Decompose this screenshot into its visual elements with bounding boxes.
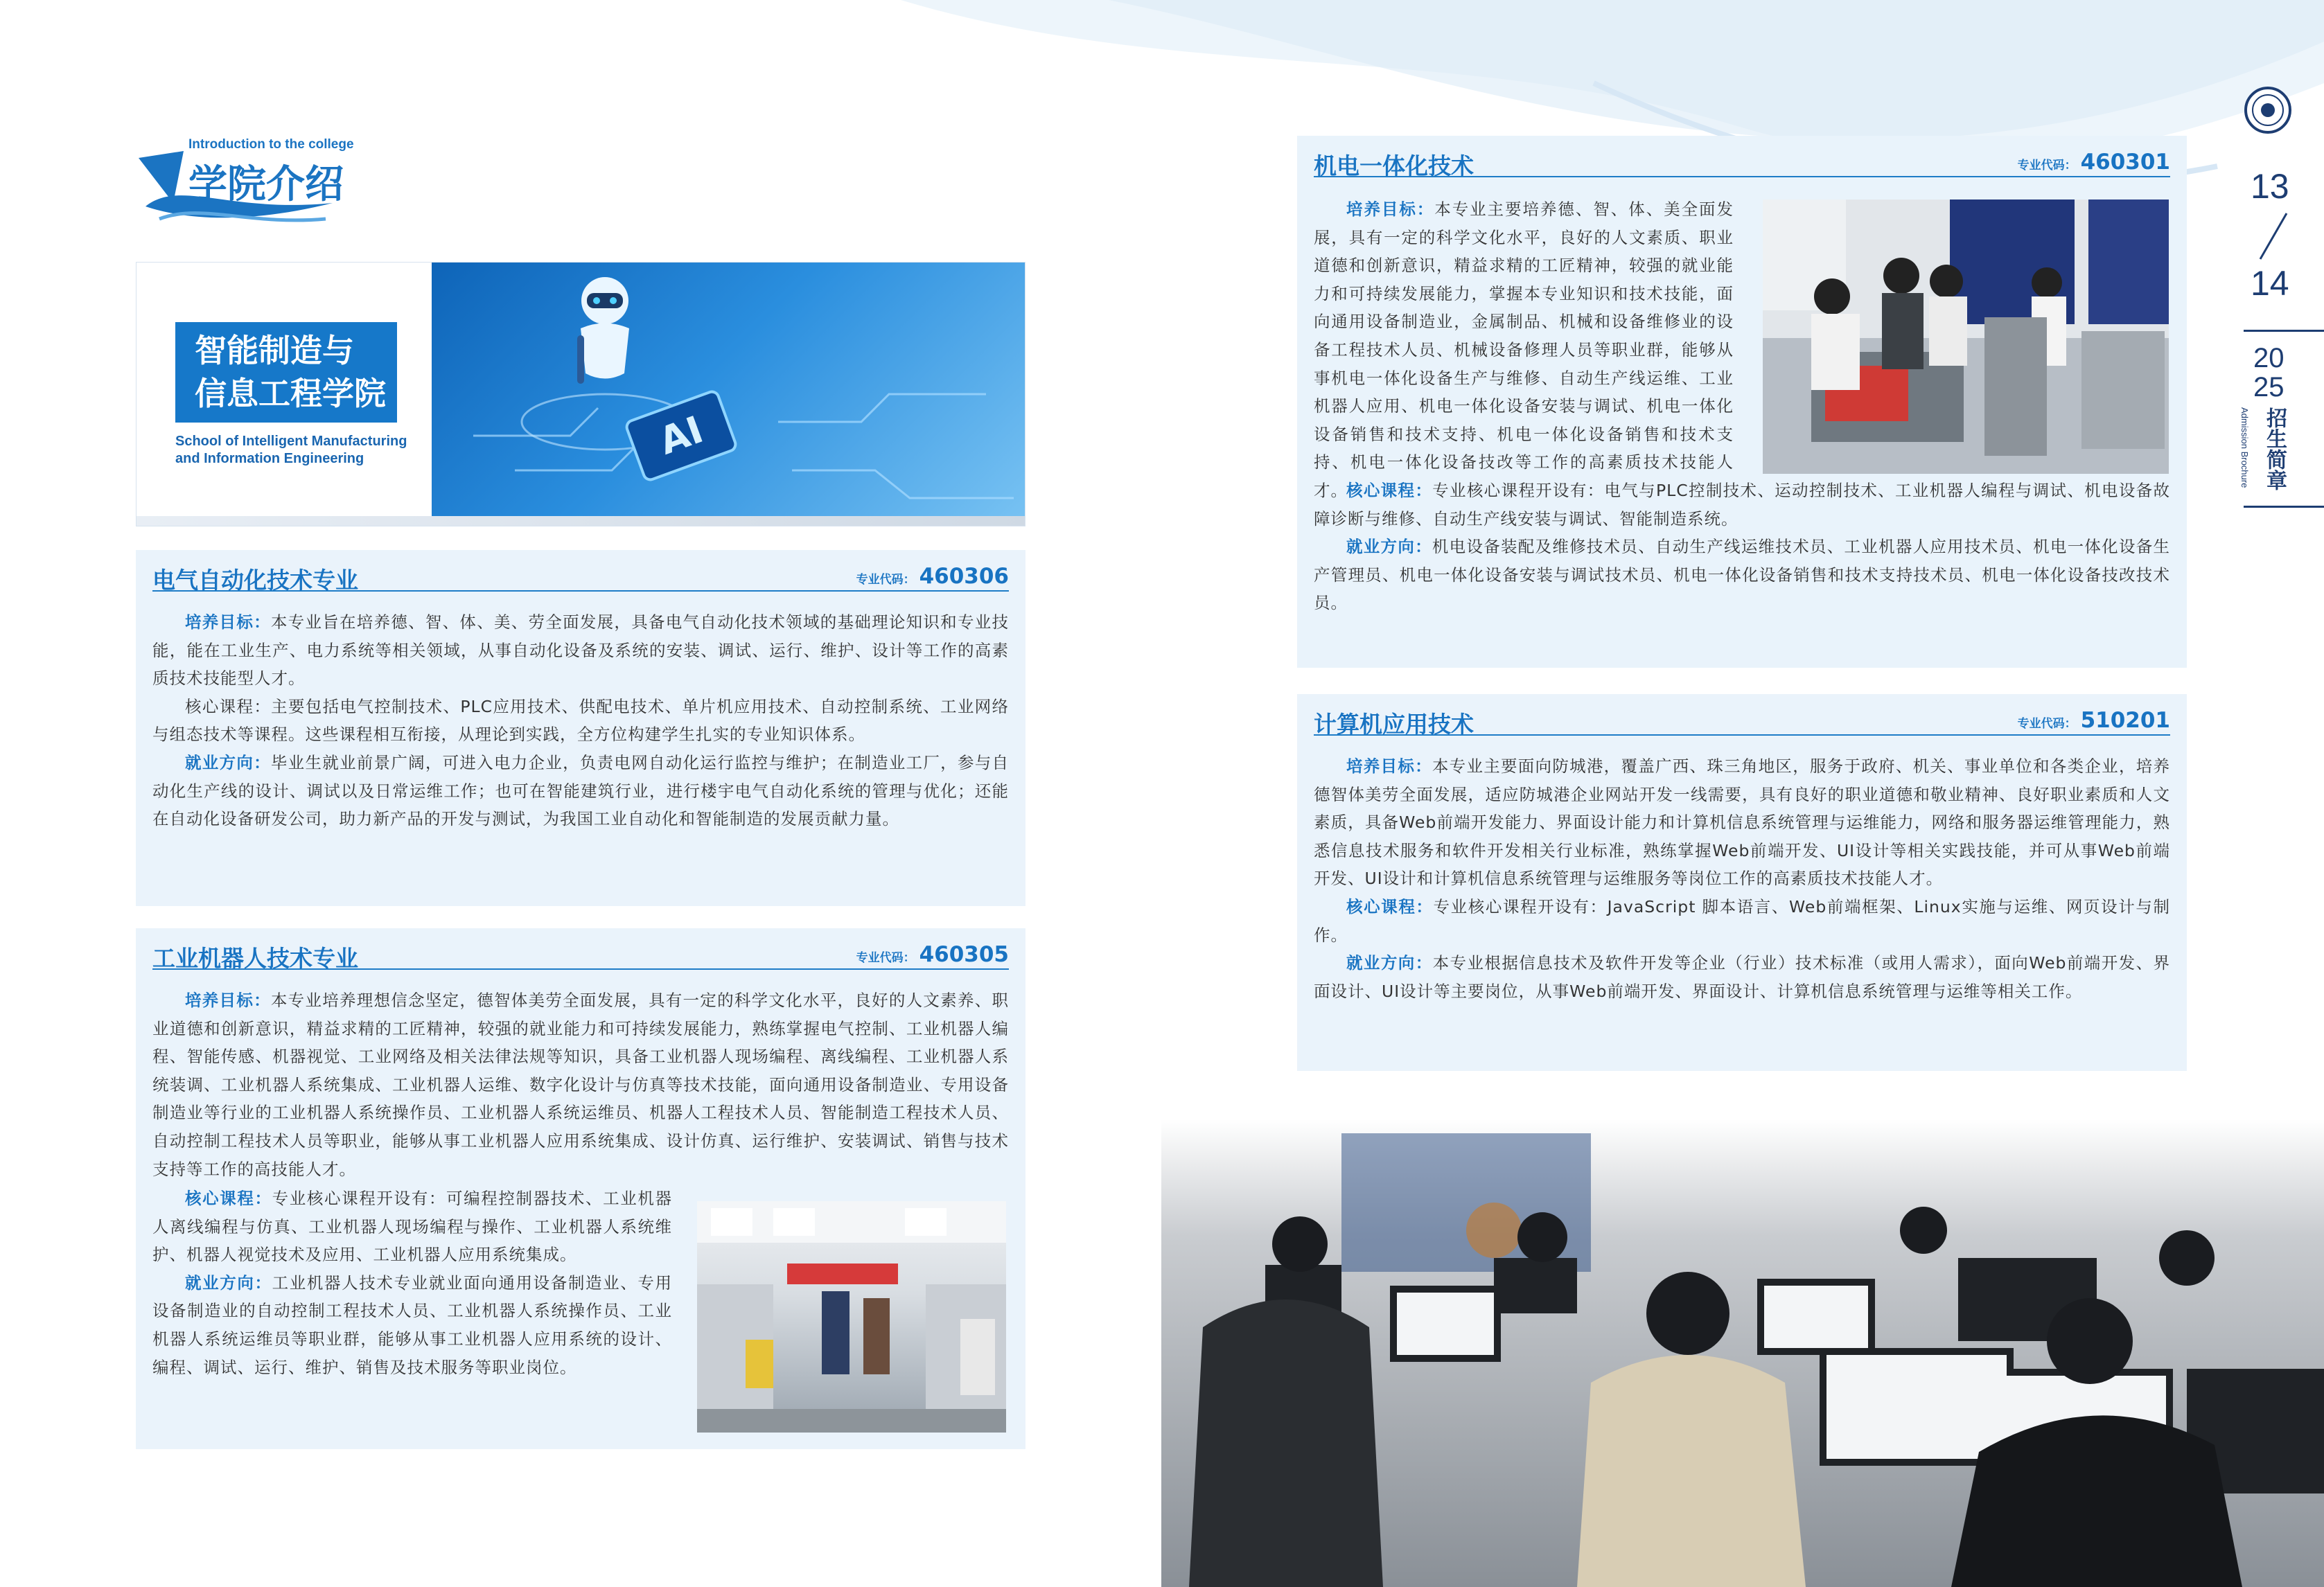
- header-english: Introduction to the college: [188, 137, 354, 152]
- major-code: 专业代码： 460306: [856, 564, 1009, 589]
- page-number-top: 13: [2251, 167, 2289, 206]
- major-goal: 培养目标：本专业培养理想信念坚定，德智体美劳全面发展，具有一定的科学文化水平，良好的人文素养、职业道德和创新意识，精益求精的工匠精神，较强的就业能力和可持续发展能力，熟练掌握电气控制、工业机器人编程、智能传感、机器视觉、工业网络及相关法律法规等知识，具备工业机器人现场编程、离线编程、工业机器人系统装调、工业机器人系统集成、工业机器人运维、数字化设计与仿真等技术技能，面向通用设备制造业、专用设备制造业等行业的工业机器人系统操作员、工业机器人系统运维员、机器人工程技术人员、智能制造工程技术人员、自动控制工程技术人员等职业，能够从事工业机器人应用系统集成、设计仿真、运行维护、安装调试、销售与技术支持等工作的高技能人才。: [152, 991, 1010, 1179]
- college-name-box: [175, 322, 397, 423]
- school-emblem-icon: [2244, 86, 2292, 134]
- brochure-label: 招生简章: [2262, 407, 2287, 490]
- computer-lab-photo: [1161, 1119, 2324, 1587]
- college-english-line2: and Information Engineering: [175, 451, 364, 466]
- major-code: 专业代码： 460301: [2017, 150, 2170, 175]
- major-mechatronics: [1297, 136, 2187, 668]
- major-code: 专业代码： 460305: [856, 942, 1009, 967]
- major-title: 电气自动化技术专业: [152, 567, 358, 594]
- major-electrical-automation: [136, 550, 1025, 906]
- mechatronics-lab-photo: [1763, 200, 2169, 474]
- ai-robot-image: [432, 263, 1025, 526]
- college-name-line1: 智能制造与: [195, 332, 354, 369]
- page-number-bottom: 14: [2251, 264, 2289, 303]
- robot-lab-photo: [697, 1201, 1006, 1433]
- brochure-english: Admission Brochure: [2239, 407, 2250, 488]
- college-banner: [136, 262, 1025, 526]
- major-industrial-robot: [136, 928, 1025, 1449]
- major-title: 工业机器人技术专业: [152, 945, 358, 972]
- page-divider: [2256, 212, 2291, 260]
- major-description: 培养目标：本专业旨在培养德、智、体、美、劳全面发展，具备电气自动化技术领域的基础理论知识和专业技能，能在工业生产、电力系统等相关领域，从事自动化设备及系统的安装、调试、运行、维护、设计等工作的高素质技术技能型人才。 核心课程：主要包括电气控制技术、PLC应用技术、供配电技术、单片机应用技术、自动控制系统、工业网络与组态技术等课程。这些课程相互衔接，从理论到实践，全方位构建学生扎实的专业知识体系。 就业方向：毕业生就业前景广阔，可进入电力企业，负责电网自动化运行监控与维护；在制造业工厂，参与自动化生产线的设计、调试以及日常运维工作；也可在智能建筑行业，进行楼宇电气自动化系统的管理与优化；还能在自动化设备研发公司，助力新产品的开发与测试，为我国工业自动化和智能制造的发展贡献力量。: [152, 612, 1010, 829]
- major-title: 计算机应用技术: [1314, 711, 1474, 738]
- college-name-line2: 信息工程学院: [195, 375, 386, 412]
- college-english-line1: School of Intelligent Manufacturing: [175, 434, 407, 449]
- ai-chip-label: AI: [653, 407, 709, 463]
- major-course-and-jobs: 核心课程：专业核心课程开设有：电气与PLC控制技术、运动控制技术、工业机器人编程与调试、机电设备故障诊断与维修、自动生产线安装与调试、智能制造系统。 就业方向：机电设备装配及维修技术员、自动生产线运维技术员、工业机器人应用技术员、机电一体化设备生产管理员、机电一体化设备安装与调试技术员、机电一体化设备销售和技术支持技术员、机电一体化设备技改技术员。: [1314, 481, 2171, 613]
- major-title: 机电一体化技术: [1314, 152, 1474, 179]
- major-code: 专业代码： 510201: [2017, 708, 2170, 733]
- college-english-name: [175, 433, 407, 468]
- major-description: 培养目标：本专业主要面向防城港，覆盖广西、珠三角地区，服务于政府、机关、事业单位和各类企业，培养德智体美劳全面发展，适应防城港企业网站开发一线需要，具有良好的职业道德和敬业精神、良好职业素质和人文素质，具备Web前端开发能力、界面设计能力和计算机信息系统管理与运维能力，网络和服务器运维管理能力，熟悉信息技术服务和软件开发相关行业标准，熟练掌握Web前端开发、UI设计等相关实践技能，并可从事Web前端开发、UI设计和计算机信息系统管理与运维服务等岗位工作的高素质技术技能人才。 核心课程：专业核心课程开设有：JavaScript 脚本语言、Web前端框架、Linux实施与运维、网页设计与制作。 就业方向：本专业根据信息技术及软件开发等企业（行业）技术标准（或用人需求），面向Web前端开发、界面设计、UI设计等主要岗位，从事Web前端开发、界面设计、计算机信息系统管理与运维等相关工作。: [1314, 756, 2171, 1001]
- major-computer-application: [1297, 694, 2187, 1071]
- major-goal: 培养目标：本专业主要培养德、智、体、美全面发展，具有一定的科学文化水平，良好的人文素质、职业道德和创新意识，精益求精的工匠精神，较强的就业能力和可持续发展能力，掌握本专业知识和技术技能，面向通用设备制造业，金属制品、机械和设备维修业的设备工程技术人员、机械设备修理人员等职业群，能够从事机电一体化设备生产与维修、自动生产线运维、工业机器人应用、机电一体化设备安装与调试、机电一体化设备销售和技术支持、机电一体化设备销售和技术支持、机电一体化设备技改等工作的高素质技术技能人才。: [1314, 200, 1734, 500]
- major-course-and-jobs: 核心课程：专业核心课程开设有：可编程控制器技术、工业机器人离线编程与仿真、工业机器人现场编程与操作、工业机器人系统维护、机器人视觉技术及应用、工业机器人应用系统集成。 就业方向：工业机器人技术专业就业面向通用设备制造业、专用设备制造业的自动控制工程技术人员、工业机器人系统操作员、工业机器人系统运维员等职业群，能够从事工业机器人应用系统的设计、编程、调试、运行、维护、销售及技术服务等职业岗位。: [152, 1189, 673, 1377]
- year: 20 25: [2253, 343, 2285, 402]
- header-title: 学院介绍: [188, 162, 344, 207]
